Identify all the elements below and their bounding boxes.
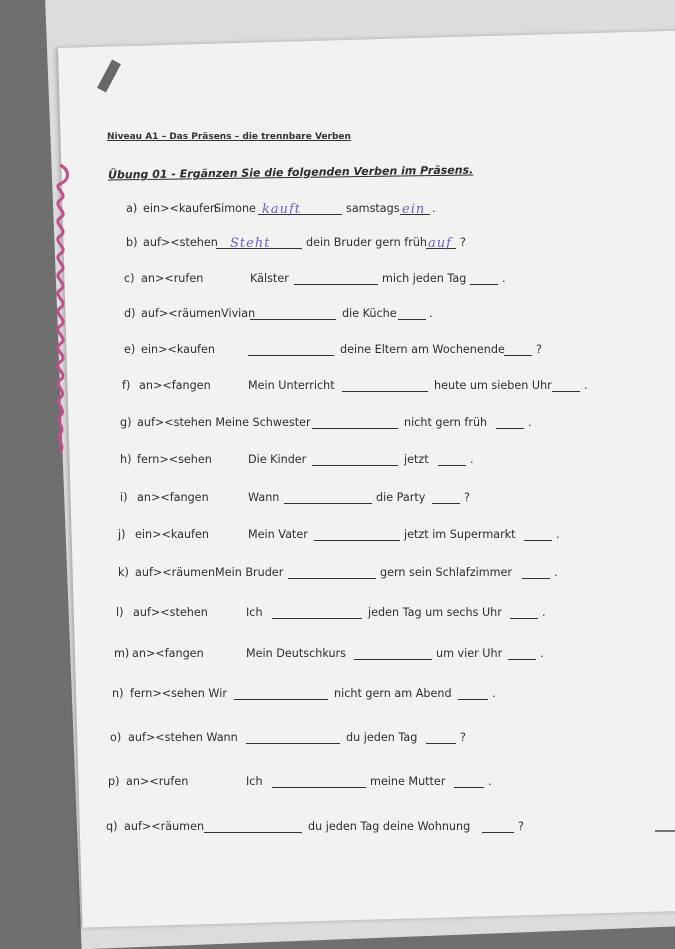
answer-blank[interactable] bbox=[398, 307, 426, 320]
answer-blank[interactable] bbox=[312, 416, 398, 429]
answer-blank[interactable] bbox=[234, 687, 328, 700]
answer-blank[interactable] bbox=[284, 491, 372, 504]
worksheet-header: Niveau A1 – Das Präsens – die trennbare Verben bbox=[107, 132, 351, 142]
answer-blank[interactable] bbox=[508, 647, 536, 660]
answer-blank[interactable] bbox=[250, 307, 336, 320]
answer-blank[interactable] bbox=[454, 775, 484, 788]
answer-blank[interactable] bbox=[438, 453, 466, 466]
answer-blank[interactable] bbox=[272, 606, 362, 619]
answer-blank[interactable] bbox=[524, 528, 552, 541]
exercise-title: Übung 01 - Ergänzen Sie die folgenden Verben im Präsens. bbox=[107, 163, 474, 182]
answer-blank[interactable] bbox=[204, 820, 302, 833]
answer-blank[interactable] bbox=[294, 272, 378, 285]
answer-blank[interactable] bbox=[288, 566, 376, 579]
answer-blank[interactable] bbox=[314, 528, 400, 541]
answer-blank[interactable] bbox=[510, 606, 538, 619]
answer-blank[interactable] bbox=[272, 775, 366, 788]
answer-blank[interactable] bbox=[354, 647, 432, 660]
answer-blank[interactable] bbox=[342, 379, 428, 392]
answer-blank[interactable] bbox=[504, 343, 532, 356]
answer-blank[interactable] bbox=[432, 491, 460, 504]
edge-mark bbox=[655, 830, 675, 832]
answer-blank[interactable] bbox=[246, 731, 340, 744]
answer-blank[interactable] bbox=[470, 272, 498, 285]
answer-blank[interactable] bbox=[458, 687, 488, 700]
answer-blank[interactable] bbox=[426, 731, 456, 744]
answer-blank[interactable] bbox=[496, 416, 524, 429]
answer-blank[interactable] bbox=[312, 453, 398, 466]
margin-pen-doodle-icon bbox=[40, 160, 80, 510]
answer-blank[interactable] bbox=[482, 820, 514, 833]
answer-blank[interactable] bbox=[552, 379, 580, 392]
answer-blank[interactable] bbox=[522, 566, 550, 579]
answer-blank[interactable] bbox=[248, 343, 334, 356]
